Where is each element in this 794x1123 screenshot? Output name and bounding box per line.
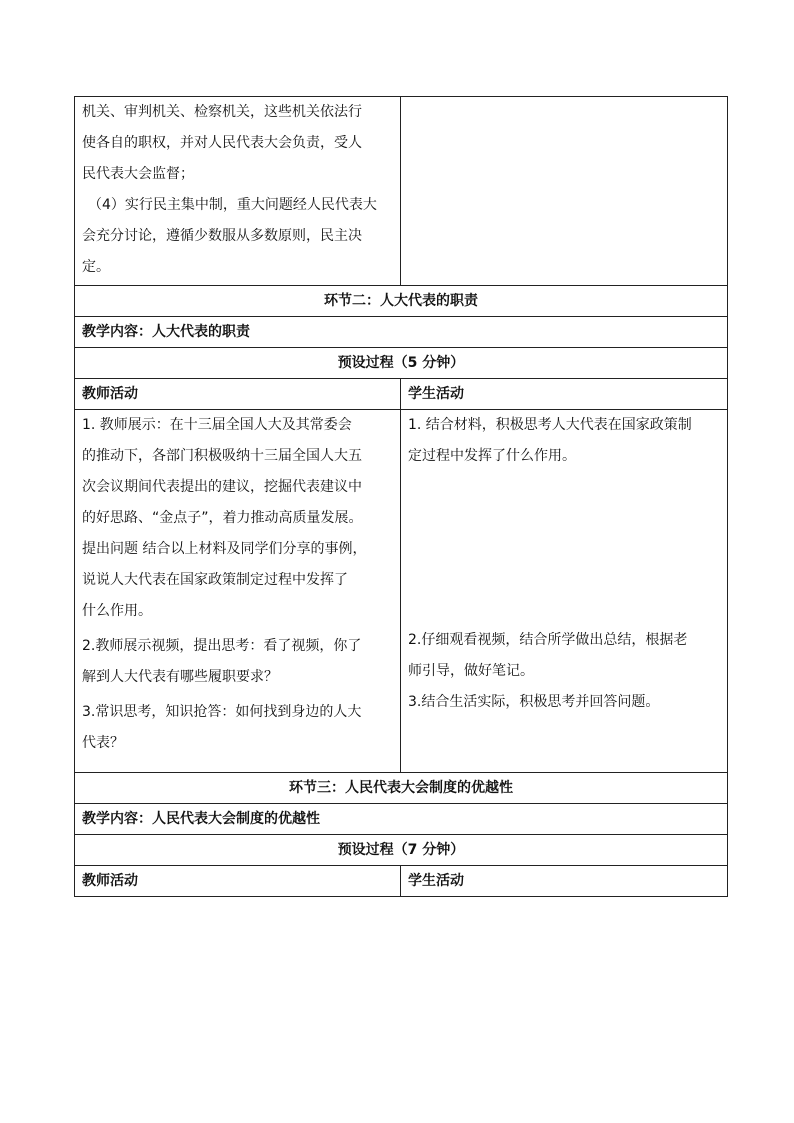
student-item-2 — [408, 625, 720, 687]
section3-content: 教学内容：人民代表大会制度的优越性 — [75, 804, 728, 835]
continued-content-row — [75, 97, 728, 286]
text-line: 师引导，做好笔记。 — [408, 663, 534, 679]
section2-title-row — [75, 286, 728, 317]
teacher-activity-header: 教师活动 — [75, 379, 401, 410]
student-activities-cell — [401, 410, 728, 773]
section2-content: 教学内容：人大代表的职责 — [75, 317, 728, 348]
text-line: 次会议期间代表提出的建议，挖掘代表建议中 — [82, 479, 362, 495]
text-line: 机关、审判机关、检察机关，这些机关依法行 — [82, 104, 362, 120]
teacher-item-2 — [82, 631, 393, 693]
section2-header-row — [75, 379, 728, 410]
text-line: 2.教师展示视频，提出思考：看了视频，你了 — [82, 638, 362, 654]
text-line: 什么作用。 — [82, 603, 152, 619]
text-line: 定过程中发挥了什么作用。 — [408, 448, 576, 464]
section3-process-row — [75, 835, 728, 866]
section3-title: 环节三：人民代表大会制度的优越性 — [75, 773, 728, 804]
text-line: （4）实行民主集中制，重大问题经人民代表大 — [88, 197, 377, 213]
text-line: 民代表大会监督； — [82, 166, 194, 182]
text-line: 1. 教师展示：在十三届全国人大及其常委会 — [82, 417, 352, 433]
continued-right-cell — [401, 97, 728, 286]
section2-activities-row — [75, 410, 728, 773]
teacher-item-1 — [82, 410, 393, 627]
student-activity-header: 学生活动 — [401, 866, 728, 897]
text-line: 说说人大代表在国家政策制定过程中发挥了 — [82, 572, 348, 588]
text-line: 提出问题 结合以上材料及同学们分享的事例， — [82, 541, 367, 557]
text-line: 2.仔细观看视频，结合所学做出总结，根据老 — [408, 632, 688, 648]
text-line: 3.结合生活实际，积极思考并回答问题。 — [408, 694, 660, 710]
lesson-plan-table — [74, 96, 728, 897]
section3-header-row — [75, 866, 728, 897]
section3-title-row — [75, 773, 728, 804]
continued-left-cell — [75, 97, 401, 286]
student-item-1 — [408, 410, 720, 472]
student-activity-header: 学生活动 — [401, 379, 728, 410]
section2-content-row — [75, 317, 728, 348]
text-line: 代表？ — [82, 735, 124, 751]
section2-title: 环节二：人大代表的职责 — [75, 286, 728, 317]
section3-process: 预设过程（7 分钟） — [75, 835, 728, 866]
student-item-3 — [408, 687, 720, 718]
section2-process-row — [75, 348, 728, 379]
teacher-activities-cell — [75, 410, 401, 773]
text-line: 1. 结合材料，积极思考人大代表在国家政策制 — [408, 417, 692, 433]
text-line: 使各自的职权，并对人民代表大会负责，受人 — [82, 135, 362, 151]
text-line: 的推动下，各部门积极吸纳十三届全国人大五 — [82, 448, 362, 464]
teacher-activity-header: 教师活动 — [75, 866, 401, 897]
teacher-item-3 — [82, 697, 393, 759]
section2-process: 预设过程（5 分钟） — [75, 348, 728, 379]
text-line: 定。 — [82, 259, 110, 275]
text-line: 会充分讨论，遵循少数服从多数原则，民主决 — [82, 228, 362, 244]
text-line: 的好思路、“金点子”，着力推动高质量发展。 — [82, 510, 363, 526]
text-line: 3.常识思考，知识抢答：如何找到身边的人大 — [82, 704, 362, 720]
text-line: 解到人大代表有哪些履职要求？ — [82, 669, 278, 685]
section3-content-row — [75, 804, 728, 835]
